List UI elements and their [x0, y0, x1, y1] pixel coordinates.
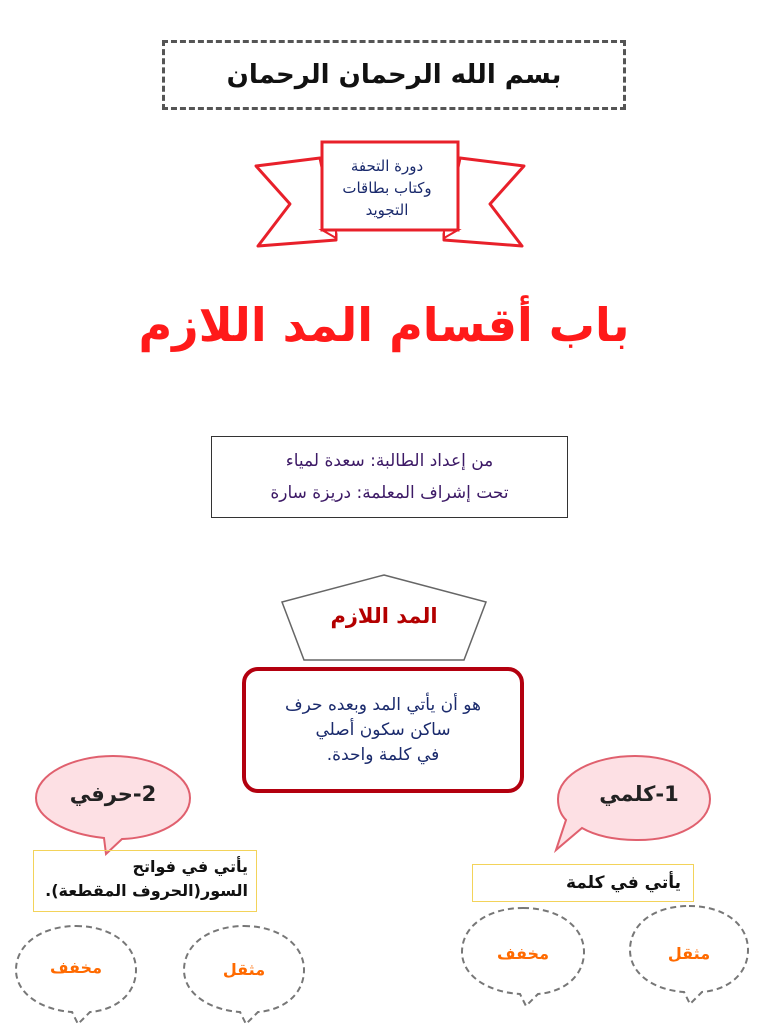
- banner-line: التجويد: [365, 201, 409, 219]
- kalimi-label: 1-كلمي: [599, 782, 679, 806]
- harfi-description-line: يأتي في فواتح: [132, 857, 248, 876]
- definition-box: [242, 667, 524, 793]
- supervised-by-text: تحت إشراف المعلمة: دريزة سارة: [270, 483, 509, 503]
- kalimi-type-muthaqqal: مثقل: [667, 944, 711, 963]
- prepared-by-text: من إعداد الطالبة: سعدة لمياء: [285, 451, 494, 471]
- bismillah-text: بسم الله الرحمان الرحمان: [226, 60, 562, 90]
- definition-line: في كلمة واحدة.: [326, 744, 440, 765]
- harfi-type-muthaqqal: مثقل: [222, 960, 266, 979]
- topic-label: المد اللازم: [330, 604, 438, 628]
- banner-line: دورة التحفة: [350, 157, 424, 175]
- kalimi-type-mukhaffaf: مخفف: [496, 944, 549, 963]
- kalimi-description-text: يأتي في كلمة: [565, 873, 681, 893]
- harfi-type-mukhaffaf: مخفف: [49, 958, 102, 977]
- definition-line: هو أن يأتي المد وبعده حرف: [285, 694, 481, 715]
- kalimi-description-box: [472, 864, 694, 902]
- harfi-label: 2-حرفي: [69, 782, 157, 806]
- page-title: باب أقسام المد اللازم: [138, 298, 630, 352]
- harfi-description-box: [33, 850, 257, 912]
- harfi-description-line: السور(الحروف المقطعة).: [45, 881, 248, 900]
- definition-line: ساكن سكون أصلي: [315, 719, 451, 740]
- banner-line: وكتاب بطاقات: [342, 179, 432, 197]
- banner-text-block: [322, 144, 452, 232]
- author-box: [211, 436, 568, 518]
- bismillah-frame: [162, 40, 626, 110]
